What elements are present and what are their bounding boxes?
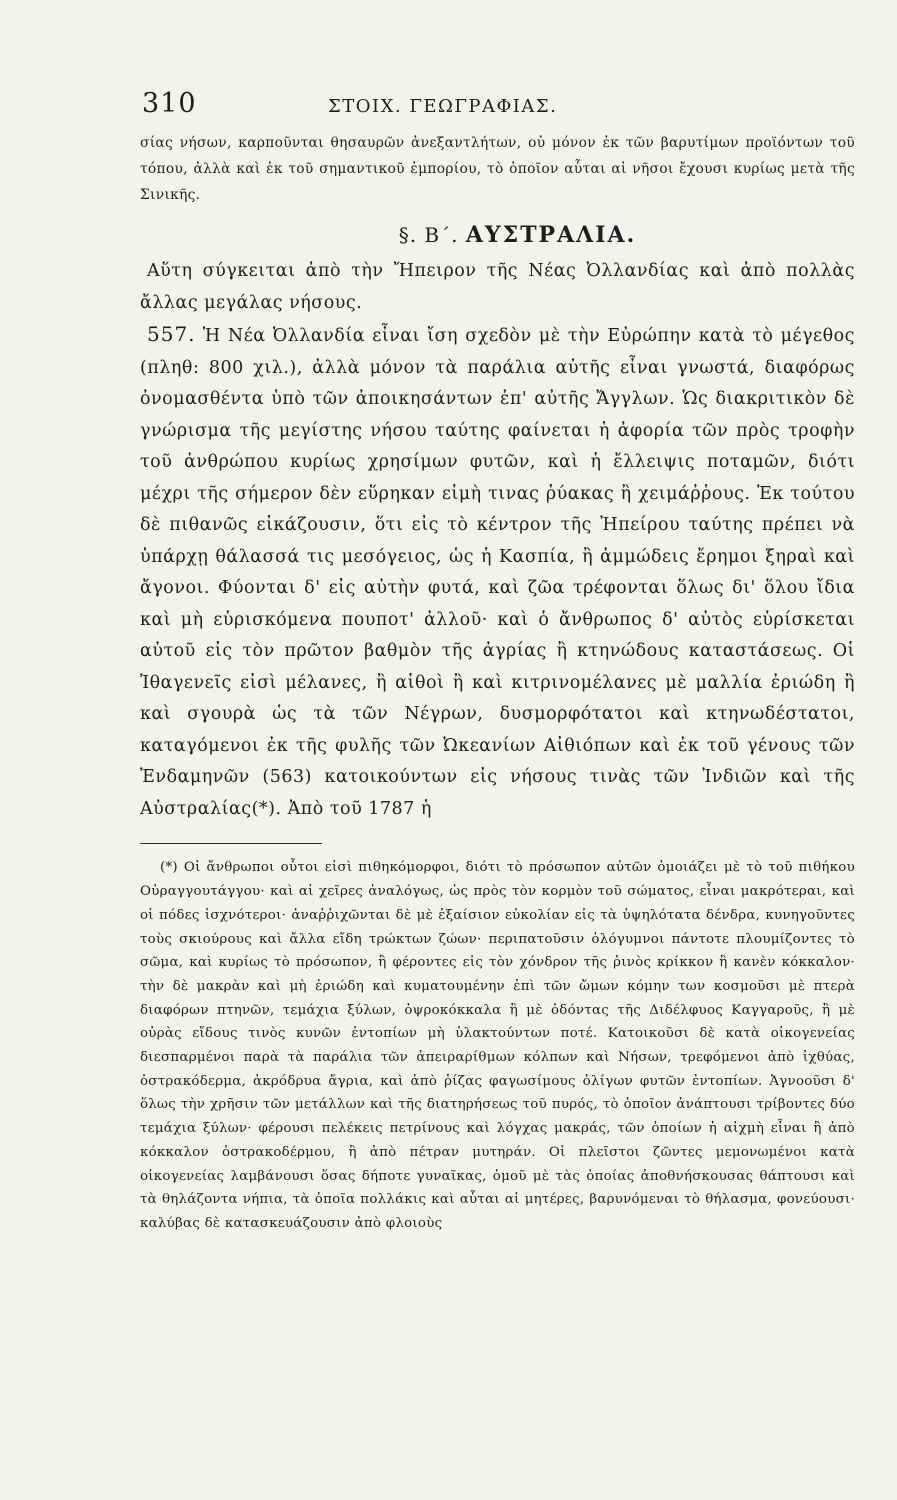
section-heading (180, 222, 855, 248)
section-number: §. Β΄. (398, 223, 459, 247)
paragraph-number: 557. (147, 322, 196, 346)
paragraph-557 (140, 319, 855, 825)
paragraph-text: Ἡ Νέα Ὀλλανδία εἶναι ἴση σχεδὸν μὲ τὴν Εὐρώπην κατὰ τὸ μέγεθος (πληθ: 800 χιλ.), ἀλλὰ μόνον τὰ παράλια αὐτῆς εἶναι γνωστά, διαφόρως ὀνομασθέντα ὑπὸ τῶν ἀποικησάντων ἐπ' αὐτῆς Ἄγγλων. Ὡς διακριτικὸν δὲ γνώρισμα τῆς μεγίστης νήσου ταύτης φαίνεται ἡ ἀφορία τῶν πρὸς τροφὴν τοῦ ἀνθρώπου κυρίως χρησίμων φυτῶν, καὶ ἡ ἔλλειψις ποταμῶν, διότι μέχρι τῆς σήμερον δὲν εὕρηκαν εἰμὴ τινας ῥύακας ἢ χειμάῤῥους. Ἐκ τούτου δὲ πιθανῶς εἰκάζουσιν, ὅτι εἰς τὸ κέντρον τῆς Ἠπείρου ταύτης πρέπει νὰ ὑπάρχῃ θάλασσά τις μεσόγειος, ὡς ἡ Κασπία, ἢ ἀμμώδεις ἔρημοι ξηραὶ καὶ ἄγονοι. Φύονται δ' εἰς αὐτὴν φυτά, καὶ ζῶα τρέφονται ὅλως δι' ὅλου ἴδια καὶ μὴ εὑρισκόμενα πουποτ' ἀλλοῦ· καὶ ὁ ἄνθρωπος δ' αὐτὸς εὑρίσκεται αὐτοῦ εἰς τὸν πρῶτον βαθμὸν τῆς ἀγρίας ἢ κτηνώδους καταστάσεως. Οἱ Ἰθαγενεῖς εἰσὶ μέλανες, ἢ αἰθοὶ ἢ καὶ κιτρινομέλανες μὲ μαλλία ἐριώδη ἢ καὶ σγουρὰ ὡς τὰ τῶν Νέγρων, δυσμορφότατοι καὶ κτηνωδέστατοι, καταγόμενοι ἐκ τῆς φυλῆς τῶν Ὠκεανίων Αἰθιόπων καὶ ἐκ τοῦ γένους τῶν Ἐνδαμηνῶν (563) κατοικούντων εἰς νήσους τινὰς τῶν Ἰνδιῶν καὶ τῆς Αὐστραλίας(*). Ἀπὸ τοῦ 1787 ἡ (140, 326, 855, 819)
continued-text: σίας νήσων, καρποῦνται θησαυρῶν ἀνεξαντλήτων, οὐ μόνον ἐκ τῶν βαρυτίμων προϊόντων τοῦ τόπου, ἀλλὰ καὶ ἐκ τοῦ σημαντικοῦ ἐμπορίου, τὸ ὁποῖον αὗται αἱ νῆσοι ἔχουσι κυρίως μετὰ τῆς Σινικῆς. (140, 135, 855, 203)
running-head (140, 82, 855, 130)
section-title: ΑΥΣΤΡΑΛΙΑ. (465, 222, 637, 248)
intro-paragraph: Αὕτη σύγκειται ἀπὸ τὴν Ἤπειρον τῆς Νέας Ὀλλανδίας καὶ ἀπὸ πολλὰς ἄλλας μεγάλας νήσους. (140, 261, 855, 313)
book-page (140, 82, 855, 1236)
running-title: ΣΤΟΙΧ. ΓΕΩΓΡΑΦΙΑΣ. (328, 96, 558, 117)
page-number: 310 (142, 88, 197, 119)
footnote-divider (140, 843, 322, 844)
footnote: (*) Οἱ ἄνθρωποι οὗτοι εἰσὶ πιθηκόμορφοι, διότι τὸ πρόσωπον αὐτῶν ὁμοιάζει μὲ τὸ τοῦ πιθήκου Οὐραγγουτάγγου· καὶ αἱ χεῖρες ἀναλόγως, ὡς πρὸς τὸν κορμὸν τοῦ σώματος, εἶναι μακρότεραι, καὶ οἱ πόδες ἰσχνότεροι· ἀναῤῥιχῶνται δὲ μὲ ἐξαίσιον εὐκολίαν εἰς τὰ ὑψηλότατα δένδρα, κυνηγοῦντες τοὺς σκιούρους καὶ ἄλλα εἴδη τρώκτων ζώων· περιπατοῦσιν ὀλόγυμνοι πάντοτε πλουμίζοντες τὸ σῶμα, καὶ κυρίως τὸ πρόσωπον, ἢ φέροντες εἰς τὸν χόνδρον τῆς ῥινὸς κρίκκον ἢ κανὲν κόκκαλον· τὴν δὲ μακρὰν καὶ μὴ ἐριώδη καὶ κυματουμένην ἐπὶ τῶν ὤμων κόμην των κοσμοῦσι μὲ πτερὰ διαφόρων πτηνῶν, τεμάχια ξύλων, ὀψροκόκκαλα ἢ μὲ ὀδόντας τῆς Διδέλφυος Καγγαροῦς, ἢ μὲ οὐρὰς εἴδους τινὸς κυνῶν ἐντοπίων μὴ ὑλακτούντων ποτέ. Κατοικοῦσι δὲ κατὰ οἰκογενείας διεσπαρμένοι παρὰ τὰ παράλια τῶν ἀπειραρίθμων κόλπων καὶ Νήσων, τρεφόμενοι ἀπὸ ἰχθύας, ὀστρακόδερμα, ἀκρόδρυα ἄγρια, καὶ ἀπὸ ῥίζας φαγωσίμους ὀλίγων φυτῶν ἐντοπίων. Ἀγνοοῦσι δ' ὅλως τὴν χρῆσιν τῶν μετάλλων καὶ τῆς διατηρήσεως τοῦ πυρός, τὸ ὁποῖον ἀνάπτουσι τρίβοντες δύο τεμάχια ξύλων· φέρουσι πελέκεις πετρίνους καὶ λόγχας μακράς, τῶν ὁποίων ἡ αἰχμὴ εἶναι ἢ ἀπὸ κόκκαλον ὀστρακοδέρμου, ἢ ἀπὸ πέτραν μυτηράν. Οἱ πλεῖστοι ζῶντες μεμονωμένοι κατὰ οἰκογενείας λαμβάνουσι ὅσας δήποτε γυναῖκας, ὁμοῦ μὲ τὰς ὁποίας ἀποθνήσκουσας θάπτουσι καὶ τὰ θηλάζοντα νήπια, τὰ ὁποῖα πολλάκις καὶ αὗται αἱ μητέρες, βαρυνόμεναι τὸ θήλασμα, φονεύουσι· καλύβας δὲ κατασκευάζουσιν ἀπὸ φλοιοὺς (140, 860, 855, 1231)
